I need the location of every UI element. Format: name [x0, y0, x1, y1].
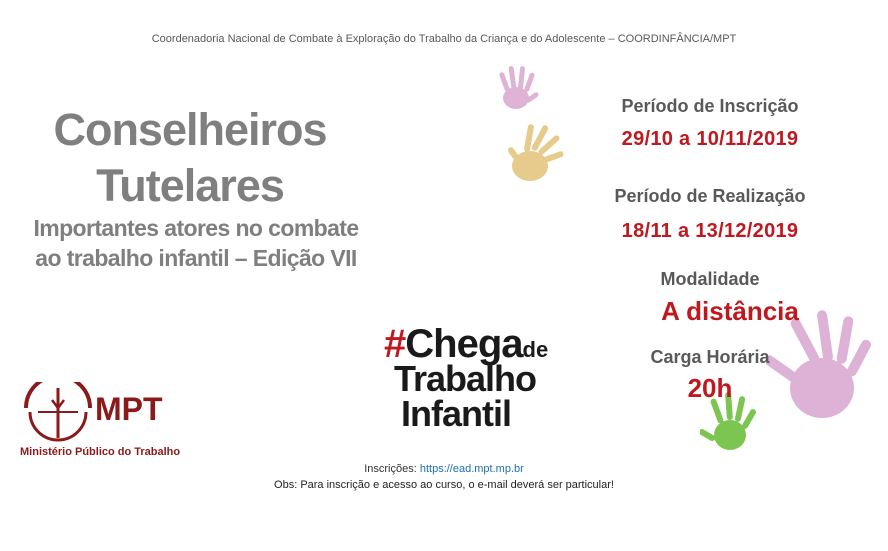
header-text: Coordenadoria Nacional de Combate à Exploração do Trabalho da Criança e do Adolescente – COORDINFÂNCIA/MPT: [151, 33, 737, 45]
realizacao-label: Período de Realização: [614, 186, 806, 206]
mpt-logo-icon: [18, 382, 98, 444]
obs-text: Obs: Para inscrição e acesso ao curso, o e-mail deverá ser particular!: [274, 479, 614, 491]
campaign-line-2: Trabalho: [394, 358, 537, 399]
hand-print-yellow-icon: [502, 118, 580, 186]
inscricao-label: Período de Inscrição: [621, 96, 799, 116]
inscricoes-label: Inscrições:: [364, 463, 417, 475]
inscricoes-line: [0, 463, 888, 475]
realizacao-value: 18/11 a 13/12/2019: [621, 220, 799, 242]
campaign-line-3: Infantil: [401, 393, 511, 434]
modalidade-label: Modalidade: [660, 269, 760, 289]
title-line-2: Tutelares: [96, 160, 284, 211]
hand-print-pink-small-icon: [494, 62, 542, 114]
inscricoes-link[interactable]: https://ead.mpt.mp.br: [419, 463, 524, 475]
title-line-1: Conselheiros: [53, 104, 327, 155]
campaign-hash: #: [384, 322, 406, 366]
modalidade-value: A distância: [661, 296, 799, 326]
subtitle-line-1: Importantes atores no combate: [33, 215, 359, 241]
campaign-de: de: [522, 337, 549, 362]
carga-label: Carga Horária: [650, 347, 770, 367]
subtitle-line-2: ao trabalho infantil – Edição VII: [35, 245, 357, 271]
campaign-chega: Chega: [405, 322, 523, 366]
mpt-name: Ministério Público do Trabalho: [20, 446, 181, 458]
carga-value: 20h: [687, 373, 733, 403]
inscricao-value: 29/10 a 10/11/2019: [621, 128, 799, 150]
mpt-acronym: MPT: [95, 391, 163, 427]
